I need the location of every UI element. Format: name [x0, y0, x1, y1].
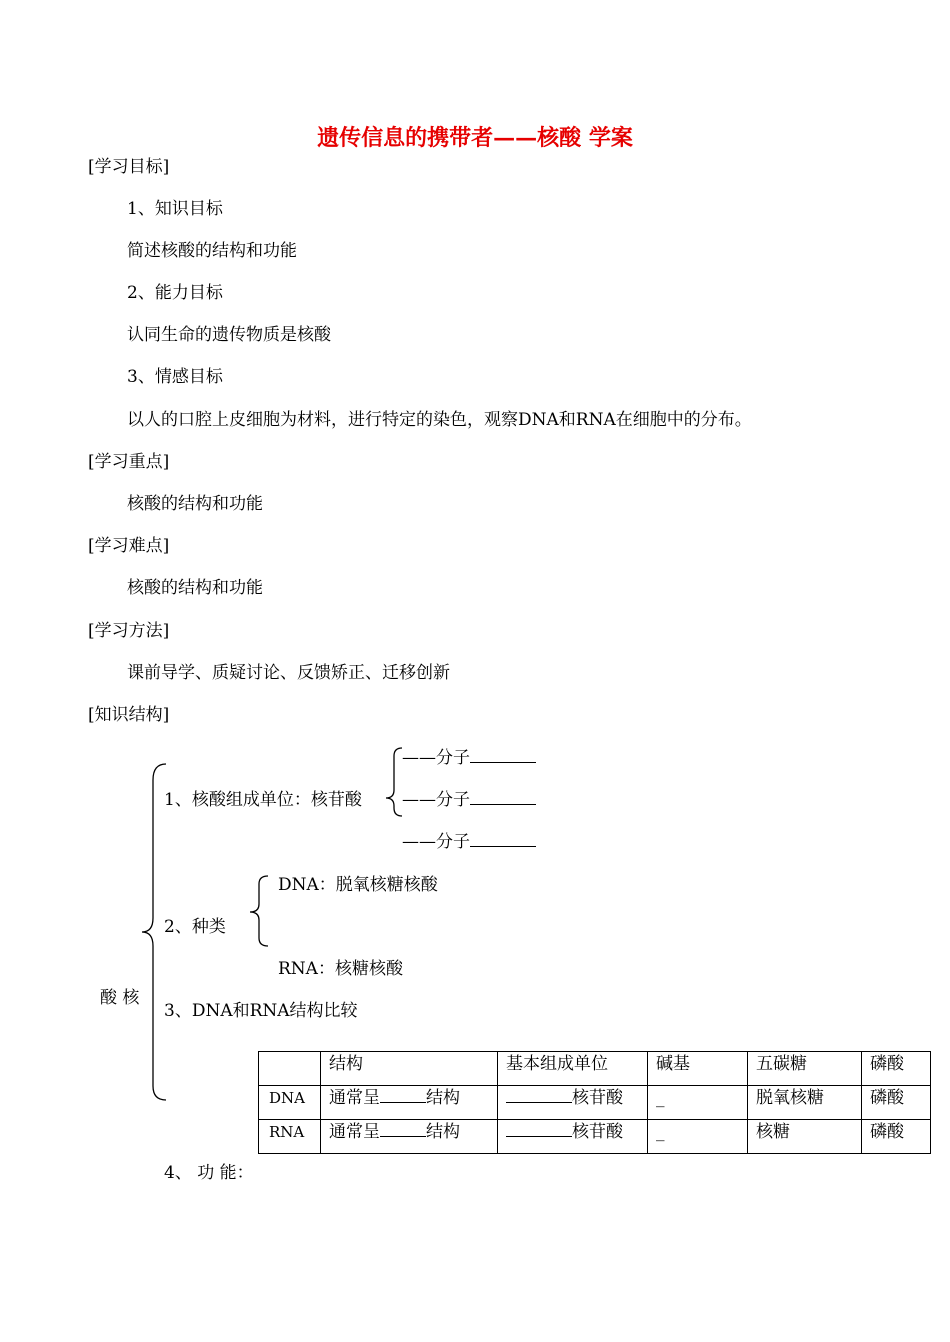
row-name: RNA	[259, 1120, 321, 1154]
sugar-cell: 核糖	[748, 1120, 862, 1154]
root-label: 酸 核	[100, 988, 140, 1008]
type-rna: RNA：核糖核酸	[278, 959, 403, 979]
phosphate-cell: 磷酸	[862, 1086, 931, 1120]
focus-content: 核酸的结构和功能	[127, 494, 263, 514]
unit-branch-1: ——分子	[402, 747, 536, 769]
base-cell: _	[648, 1120, 748, 1154]
header-cell: 结构	[321, 1052, 498, 1086]
unit-label: 1、核酸组成单位：核苷酸	[164, 790, 362, 810]
unit-branch-2: ——分子	[402, 789, 536, 811]
header-cell: 磷酸	[862, 1052, 931, 1086]
types-label: 2、种类	[164, 917, 226, 937]
types-brace	[250, 876, 268, 946]
goal-3-label: 3、情感目标	[127, 367, 223, 387]
difficulty-heading: [学习难点]	[88, 536, 170, 556]
unit-brace	[386, 748, 402, 816]
header-cell: 基本组成单位	[498, 1052, 648, 1086]
type-dna: DNA：脱氧核糖核酸	[278, 875, 438, 895]
unit-cell: 核苷酸	[498, 1120, 648, 1154]
difficulty-content: 核酸的结构和功能	[127, 578, 263, 598]
unit-cell: 核苷酸	[498, 1086, 648, 1120]
goal-1-content: 简述核酸的结构和功能	[127, 241, 297, 261]
main-brace	[142, 764, 166, 1100]
method-heading: [学习方法]	[88, 621, 170, 641]
compare-label: 3、DNA和RNA结构比较	[164, 1001, 358, 1021]
structure-heading: [知识结构]	[88, 705, 170, 725]
page-title: 遗传信息的携带者——核酸 学案	[317, 125, 633, 151]
goals-heading: [学习目标]	[88, 157, 170, 177]
header-cell: 五碳糖	[748, 1052, 862, 1086]
unit-branch-3: ——分子	[402, 831, 536, 853]
comparison-table	[258, 1051, 931, 1154]
focus-heading: [学习重点]	[88, 452, 170, 472]
structure-cell: 通常呈 结构	[321, 1120, 498, 1154]
table-row	[259, 1086, 931, 1120]
goal-2-label: 2、能力目标	[127, 283, 223, 303]
function-label: 4、 功 能：	[164, 1163, 254, 1183]
header-cell: 碱基	[648, 1052, 748, 1086]
base-cell: _	[648, 1086, 748, 1120]
phosphate-cell: 磷酸	[862, 1120, 931, 1154]
row-name: DNA	[259, 1086, 321, 1120]
table-header-row	[259, 1052, 931, 1086]
table-row	[259, 1120, 931, 1154]
structure-cell: 通常呈 结构	[321, 1086, 498, 1120]
method-content: 课前导学、质疑讨论、反馈矫正、迁移创新	[127, 663, 450, 683]
goal-1-label: 1、知识目标	[127, 199, 223, 219]
header-cell	[259, 1052, 321, 1086]
goal-3-content: 以人的口腔上皮细胞为材料，进行特定的染色，观察DNA和RNA在细胞中的分布。	[127, 410, 752, 430]
goal-2-content: 认同生命的遗传物质是核酸	[127, 325, 331, 345]
sugar-cell: 脱氧核糖	[748, 1086, 862, 1120]
